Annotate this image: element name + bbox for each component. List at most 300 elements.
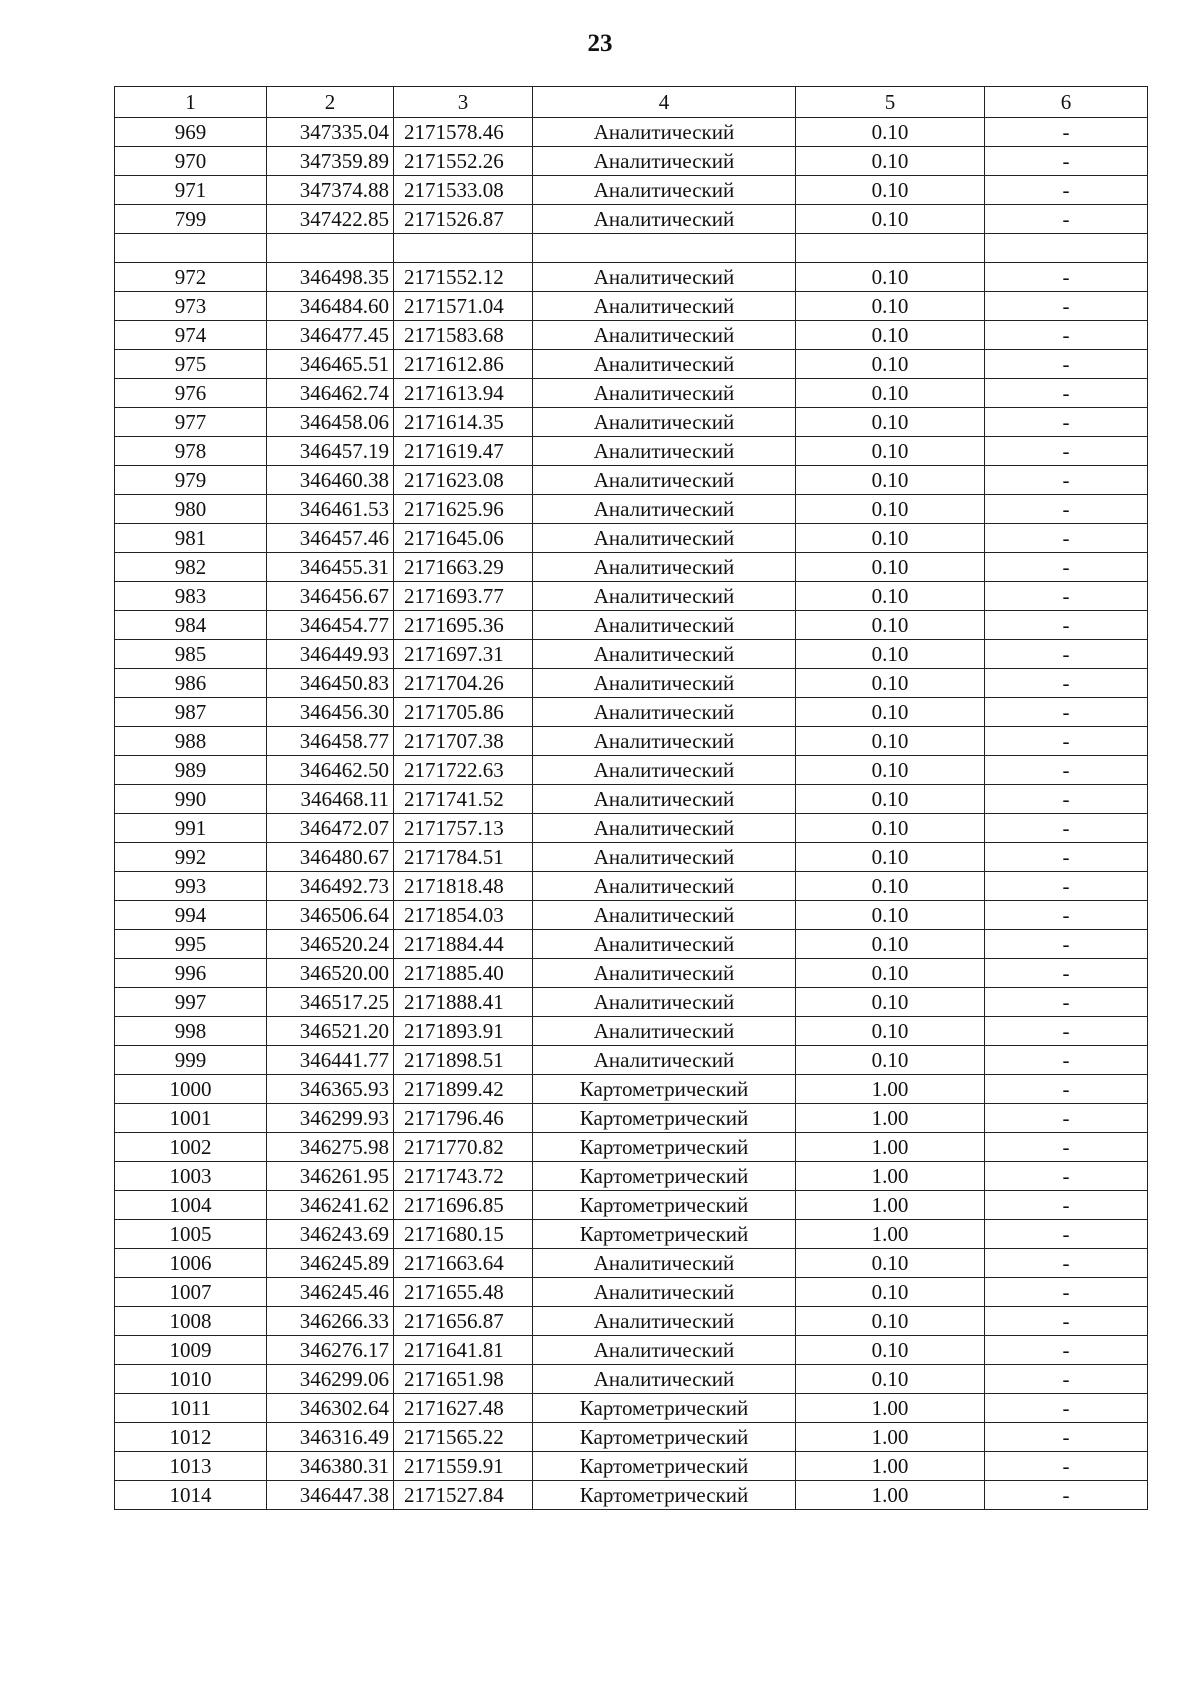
cell-note: - [985, 843, 1148, 872]
cell-point-number: 1007 [115, 1278, 267, 1307]
cell-accuracy: 1.00 [796, 1104, 985, 1133]
cell-note: - [985, 1307, 1148, 1336]
cell-accuracy: 0.10 [796, 466, 985, 495]
cell-method: Аналитический [533, 495, 796, 524]
cell-x-coordinate: 346456.30 [267, 698, 394, 727]
table-row [115, 263, 1148, 292]
cell-method: Аналитический [533, 1336, 796, 1365]
cell-method: Аналитический [533, 698, 796, 727]
cell-y-coordinate: 2171559.91 [394, 1452, 533, 1481]
cell-note: - [985, 582, 1148, 611]
cell-x-coordinate: 346520.00 [267, 959, 394, 988]
cell-note: - [985, 785, 1148, 814]
cell-note: - [985, 1017, 1148, 1046]
cell-y-coordinate: 2171704.26 [394, 669, 533, 698]
cell-x-coordinate [267, 234, 394, 263]
cell-x-coordinate: 346241.62 [267, 1191, 394, 1220]
cell-method: Картометрический [533, 1162, 796, 1191]
table-row [115, 756, 1148, 785]
cell-method: Аналитический [533, 872, 796, 901]
cell-note: - [985, 1133, 1148, 1162]
cell-x-coordinate: 346450.83 [267, 669, 394, 698]
cell-y-coordinate: 2171552.12 [394, 263, 533, 292]
table-row [115, 234, 1148, 263]
cell-y-coordinate: 2171627.48 [394, 1394, 533, 1423]
coordinates-table [114, 86, 1148, 1510]
cell-method: Аналитический [533, 176, 796, 205]
cell-note: - [985, 408, 1148, 437]
cell-note: - [985, 901, 1148, 930]
cell-note: - [985, 930, 1148, 959]
cell-point-number: 978 [115, 437, 267, 466]
cell-point-number: 989 [115, 756, 267, 785]
cell-method: Аналитический [533, 785, 796, 814]
table-row [115, 901, 1148, 930]
table-row [115, 727, 1148, 756]
cell-x-coordinate: 346243.69 [267, 1220, 394, 1249]
cell-method [533, 234, 796, 263]
cell-x-coordinate: 346521.20 [267, 1017, 394, 1046]
cell-accuracy: 0.10 [796, 959, 985, 988]
cell-point-number: 988 [115, 727, 267, 756]
cell-accuracy: 0.10 [796, 988, 985, 1017]
cell-x-coordinate: 346457.46 [267, 524, 394, 553]
cell-x-coordinate: 346380.31 [267, 1452, 394, 1481]
cell-note: - [985, 118, 1148, 147]
cell-method: Аналитический [533, 1249, 796, 1278]
cell-method: Аналитический [533, 727, 796, 756]
cell-x-coordinate: 346266.33 [267, 1307, 394, 1336]
table-row [115, 1278, 1148, 1307]
cell-x-coordinate: 347374.88 [267, 176, 394, 205]
header-col-5: 5 [796, 87, 985, 118]
cell-y-coordinate: 2171757.13 [394, 814, 533, 843]
cell-y-coordinate: 2171663.29 [394, 553, 533, 582]
cell-x-coordinate: 346302.64 [267, 1394, 394, 1423]
cell-method: Картометрический [533, 1452, 796, 1481]
cell-x-coordinate: 346455.31 [267, 553, 394, 582]
cell-y-coordinate: 2171578.46 [394, 118, 533, 147]
cell-y-coordinate: 2171743.72 [394, 1162, 533, 1191]
cell-note: - [985, 321, 1148, 350]
cell-accuracy: 0.10 [796, 147, 985, 176]
table-row [115, 1452, 1148, 1481]
cell-x-coordinate: 346506.64 [267, 901, 394, 930]
cell-point-number: 973 [115, 292, 267, 321]
table-row [115, 1336, 1148, 1365]
table-row [115, 669, 1148, 698]
cell-method: Аналитический [533, 930, 796, 959]
cell-point-number: 1008 [115, 1307, 267, 1336]
cell-accuracy: 0.10 [796, 785, 985, 814]
cell-y-coordinate: 2171884.44 [394, 930, 533, 959]
cell-x-coordinate: 346441.77 [267, 1046, 394, 1075]
cell-point-number: 983 [115, 582, 267, 611]
cell-point-number: 998 [115, 1017, 267, 1046]
cell-y-coordinate: 2171619.47 [394, 437, 533, 466]
cell-method: Аналитический [533, 1307, 796, 1336]
cell-y-coordinate: 2171697.31 [394, 640, 533, 669]
table-row [115, 292, 1148, 321]
cell-accuracy: 0.10 [796, 495, 985, 524]
cell-point-number: 997 [115, 988, 267, 1017]
cell-y-coordinate: 2171625.96 [394, 495, 533, 524]
cell-point-number: 1011 [115, 1394, 267, 1423]
cell-point-number: 1005 [115, 1220, 267, 1249]
table-row [115, 147, 1148, 176]
cell-x-coordinate: 346449.93 [267, 640, 394, 669]
table-row [115, 1307, 1148, 1336]
cell-note: - [985, 1423, 1148, 1452]
cell-x-coordinate: 347359.89 [267, 147, 394, 176]
cell-method: Аналитический [533, 1046, 796, 1075]
cell-accuracy: 0.10 [796, 814, 985, 843]
table-row [115, 930, 1148, 959]
cell-x-coordinate: 346316.49 [267, 1423, 394, 1452]
table-row [115, 321, 1148, 350]
cell-y-coordinate: 2171583.68 [394, 321, 533, 350]
table-row [115, 872, 1148, 901]
cell-y-coordinate: 2171705.86 [394, 698, 533, 727]
cell-note: - [985, 553, 1148, 582]
cell-x-coordinate: 346480.67 [267, 843, 394, 872]
table-header-row [115, 87, 1148, 118]
table-row [115, 1133, 1148, 1162]
cell-accuracy: 0.10 [796, 437, 985, 466]
cell-accuracy: 0.10 [796, 1307, 985, 1336]
cell-x-coordinate: 346299.06 [267, 1365, 394, 1394]
cell-x-coordinate: 347422.85 [267, 205, 394, 234]
cell-y-coordinate: 2171613.94 [394, 379, 533, 408]
cell-accuracy: 1.00 [796, 1162, 985, 1191]
cell-method: Аналитический [533, 466, 796, 495]
cell-point-number: 799 [115, 205, 267, 234]
cell-accuracy: 0.10 [796, 669, 985, 698]
cell-x-coordinate: 346456.67 [267, 582, 394, 611]
cell-point-number [115, 234, 267, 263]
cell-method: Аналитический [533, 669, 796, 698]
cell-point-number: 974 [115, 321, 267, 350]
cell-accuracy: 0.10 [796, 205, 985, 234]
cell-accuracy [796, 234, 985, 263]
table-row [115, 350, 1148, 379]
cell-note: - [985, 611, 1148, 640]
cell-x-coordinate: 346462.50 [267, 756, 394, 785]
header-col-3: 3 [394, 87, 533, 118]
cell-y-coordinate: 2171818.48 [394, 872, 533, 901]
cell-note: - [985, 263, 1148, 292]
cell-note: - [985, 988, 1148, 1017]
cell-accuracy: 0.10 [796, 1017, 985, 1046]
cell-note: - [985, 1075, 1148, 1104]
cell-accuracy: 0.10 [796, 698, 985, 727]
cell-y-coordinate: 2171854.03 [394, 901, 533, 930]
cell-accuracy: 0.10 [796, 611, 985, 640]
cell-note: - [985, 495, 1148, 524]
cell-x-coordinate: 346299.93 [267, 1104, 394, 1133]
table-row [115, 1365, 1148, 1394]
cell-point-number: 1010 [115, 1365, 267, 1394]
cell-note: - [985, 292, 1148, 321]
cell-x-coordinate: 346465.51 [267, 350, 394, 379]
cell-method: Аналитический [533, 205, 796, 234]
cell-y-coordinate: 2171784.51 [394, 843, 533, 872]
cell-accuracy: 1.00 [796, 1394, 985, 1423]
table-row [115, 988, 1148, 1017]
cell-point-number: 1014 [115, 1481, 267, 1510]
cell-y-coordinate: 2171885.40 [394, 959, 533, 988]
cell-accuracy: 0.10 [796, 263, 985, 292]
cell-note: - [985, 205, 1148, 234]
cell-note: - [985, 1336, 1148, 1365]
cell-note: - [985, 698, 1148, 727]
cell-y-coordinate: 2171770.82 [394, 1133, 533, 1162]
cell-x-coordinate: 346462.74 [267, 379, 394, 408]
cell-note: - [985, 1481, 1148, 1510]
cell-note: - [985, 437, 1148, 466]
cell-method: Аналитический [533, 147, 796, 176]
table-row [115, 814, 1148, 843]
cell-y-coordinate: 2171741.52 [394, 785, 533, 814]
cell-method: Аналитический [533, 959, 796, 988]
cell-point-number: 972 [115, 263, 267, 292]
table-row [115, 1249, 1148, 1278]
cell-y-coordinate: 2171796.46 [394, 1104, 533, 1133]
cell-x-coordinate: 346484.60 [267, 292, 394, 321]
cell-y-coordinate: 2171898.51 [394, 1046, 533, 1075]
cell-accuracy: 0.10 [796, 1278, 985, 1307]
cell-x-coordinate: 346461.53 [267, 495, 394, 524]
cell-method: Аналитический [533, 292, 796, 321]
cell-method: Картометрический [533, 1133, 796, 1162]
cell-y-coordinate: 2171526.87 [394, 205, 533, 234]
cell-note: - [985, 1452, 1148, 1481]
cell-accuracy: 0.10 [796, 901, 985, 930]
cell-point-number: 977 [115, 408, 267, 437]
cell-point-number: 996 [115, 959, 267, 988]
table-row [115, 1481, 1148, 1510]
table-row [115, 698, 1148, 727]
cell-accuracy: 0.10 [796, 1336, 985, 1365]
cell-x-coordinate: 346492.73 [267, 872, 394, 901]
cell-accuracy: 0.10 [796, 1365, 985, 1394]
cell-method: Аналитический [533, 611, 796, 640]
cell-accuracy: 0.10 [796, 1249, 985, 1278]
cell-y-coordinate: 2171623.08 [394, 466, 533, 495]
cell-note: - [985, 1394, 1148, 1423]
table-row [115, 437, 1148, 466]
cell-note: - [985, 669, 1148, 698]
cell-point-number: 986 [115, 669, 267, 698]
cell-accuracy: 1.00 [796, 1191, 985, 1220]
cell-note: - [985, 727, 1148, 756]
cell-y-coordinate: 2171899.42 [394, 1075, 533, 1104]
table-row [115, 1162, 1148, 1191]
cell-accuracy: 0.10 [796, 640, 985, 669]
cell-point-number: 1006 [115, 1249, 267, 1278]
cell-note: - [985, 1278, 1148, 1307]
cell-note: - [985, 1191, 1148, 1220]
cell-method: Аналитический [533, 350, 796, 379]
cell-point-number: 976 [115, 379, 267, 408]
cell-accuracy: 1.00 [796, 1481, 985, 1510]
cell-note: - [985, 466, 1148, 495]
cell-y-coordinate: 2171663.64 [394, 1249, 533, 1278]
header-col-4: 4 [533, 87, 796, 118]
cell-note: - [985, 1162, 1148, 1191]
table-row [115, 408, 1148, 437]
table-row [115, 176, 1148, 205]
cell-point-number: 975 [115, 350, 267, 379]
cell-point-number: 994 [115, 901, 267, 930]
cell-x-coordinate: 346245.89 [267, 1249, 394, 1278]
cell-note: - [985, 756, 1148, 785]
cell-x-coordinate: 346275.98 [267, 1133, 394, 1162]
table-row [115, 1394, 1148, 1423]
cell-point-number: 990 [115, 785, 267, 814]
cell-method: Аналитический [533, 524, 796, 553]
header-col-2: 2 [267, 87, 394, 118]
cell-x-coordinate: 346460.38 [267, 466, 394, 495]
cell-accuracy: 0.10 [796, 379, 985, 408]
cell-method: Аналитический [533, 582, 796, 611]
cell-point-number: 970 [115, 147, 267, 176]
cell-accuracy: 1.00 [796, 1452, 985, 1481]
cell-method: Аналитический [533, 263, 796, 292]
cell-method: Аналитический [533, 118, 796, 147]
page-number: 23 [587, 30, 613, 57]
cell-accuracy: 0.10 [796, 727, 985, 756]
cell-accuracy: 0.10 [796, 582, 985, 611]
cell-x-coordinate: 346365.93 [267, 1075, 394, 1104]
cell-accuracy: 0.10 [796, 872, 985, 901]
cell-accuracy: 0.10 [796, 118, 985, 147]
cell-note: - [985, 814, 1148, 843]
cell-accuracy: 0.10 [796, 843, 985, 872]
cell-y-coordinate: 2171612.86 [394, 350, 533, 379]
cell-accuracy: 0.10 [796, 321, 985, 350]
cell-accuracy: 1.00 [796, 1075, 985, 1104]
cell-method: Картометрический [533, 1481, 796, 1510]
cell-accuracy: 0.10 [796, 930, 985, 959]
header-col-6: 6 [985, 87, 1148, 118]
cell-y-coordinate: 2171552.26 [394, 147, 533, 176]
cell-method: Картометрический [533, 1220, 796, 1249]
cell-point-number: 979 [115, 466, 267, 495]
cell-y-coordinate: 2171656.87 [394, 1307, 533, 1336]
cell-note: - [985, 1046, 1148, 1075]
cell-y-coordinate: 2171693.77 [394, 582, 533, 611]
cell-method: Картометрический [533, 1191, 796, 1220]
cell-x-coordinate: 346261.95 [267, 1162, 394, 1191]
cell-point-number: 980 [115, 495, 267, 524]
cell-accuracy: 1.00 [796, 1220, 985, 1249]
cell-y-coordinate: 2171565.22 [394, 1423, 533, 1452]
header-col-1: 1 [115, 87, 267, 118]
cell-method: Аналитический [533, 321, 796, 350]
cell-point-number: 981 [115, 524, 267, 553]
cell-y-coordinate: 2171527.84 [394, 1481, 533, 1510]
cell-x-coordinate: 346517.25 [267, 988, 394, 1017]
cell-y-coordinate: 2171655.48 [394, 1278, 533, 1307]
cell-point-number: 1013 [115, 1452, 267, 1481]
cell-note: - [985, 524, 1148, 553]
cell-y-coordinate: 2171888.41 [394, 988, 533, 1017]
cell-accuracy: 0.10 [796, 1046, 985, 1075]
table-row [115, 785, 1148, 814]
cell-method: Аналитический [533, 379, 796, 408]
cell-method: Аналитический [533, 1278, 796, 1307]
table-row [115, 959, 1148, 988]
cell-method: Картометрический [533, 1394, 796, 1423]
cell-note: - [985, 1104, 1148, 1133]
cell-method: Аналитический [533, 1365, 796, 1394]
cell-y-coordinate: 2171614.35 [394, 408, 533, 437]
cell-y-coordinate [394, 234, 533, 263]
table-row [115, 1104, 1148, 1133]
table-row [115, 1017, 1148, 1046]
cell-y-coordinate: 2171651.98 [394, 1365, 533, 1394]
cell-method: Картометрический [533, 1423, 796, 1452]
cell-note: - [985, 640, 1148, 669]
cell-method: Аналитический [533, 408, 796, 437]
table-row [115, 118, 1148, 147]
cell-accuracy: 0.10 [796, 553, 985, 582]
cell-accuracy: 0.10 [796, 408, 985, 437]
cell-point-number: 1009 [115, 1336, 267, 1365]
cell-method: Аналитический [533, 437, 796, 466]
cell-note: - [985, 1365, 1148, 1394]
cell-y-coordinate: 2171645.06 [394, 524, 533, 553]
cell-point-number: 991 [115, 814, 267, 843]
cell-point-number: 1002 [115, 1133, 267, 1162]
table-row [115, 495, 1148, 524]
cell-accuracy: 0.10 [796, 292, 985, 321]
cell-note: - [985, 872, 1148, 901]
cell-x-coordinate: 346457.19 [267, 437, 394, 466]
cell-note: - [985, 176, 1148, 205]
cell-note: - [985, 379, 1148, 408]
cell-point-number: 984 [115, 611, 267, 640]
cell-x-coordinate: 346447.38 [267, 1481, 394, 1510]
cell-x-coordinate: 346472.07 [267, 814, 394, 843]
cell-point-number: 999 [115, 1046, 267, 1075]
cell-point-number: 1004 [115, 1191, 267, 1220]
cell-note: - [985, 350, 1148, 379]
table-row [115, 1220, 1148, 1249]
cell-accuracy: 1.00 [796, 1133, 985, 1162]
cell-y-coordinate: 2171533.08 [394, 176, 533, 205]
cell-method: Аналитический [533, 1017, 796, 1046]
cell-point-number: 969 [115, 118, 267, 147]
table-row [115, 843, 1148, 872]
cell-method: Аналитический [533, 553, 796, 582]
cell-point-number: 987 [115, 698, 267, 727]
cell-x-coordinate: 346458.06 [267, 408, 394, 437]
cell-y-coordinate: 2171707.38 [394, 727, 533, 756]
cell-method: Аналитический [533, 814, 796, 843]
table-row [115, 1075, 1148, 1104]
cell-x-coordinate: 346454.77 [267, 611, 394, 640]
cell-method: Картометрический [533, 1075, 796, 1104]
cell-accuracy: 0.10 [796, 524, 985, 553]
table-row [115, 1046, 1148, 1075]
cell-x-coordinate: 346498.35 [267, 263, 394, 292]
cell-y-coordinate: 2171695.36 [394, 611, 533, 640]
cell-y-coordinate: 2171641.81 [394, 1336, 533, 1365]
cell-x-coordinate: 346477.45 [267, 321, 394, 350]
cell-point-number: 993 [115, 872, 267, 901]
